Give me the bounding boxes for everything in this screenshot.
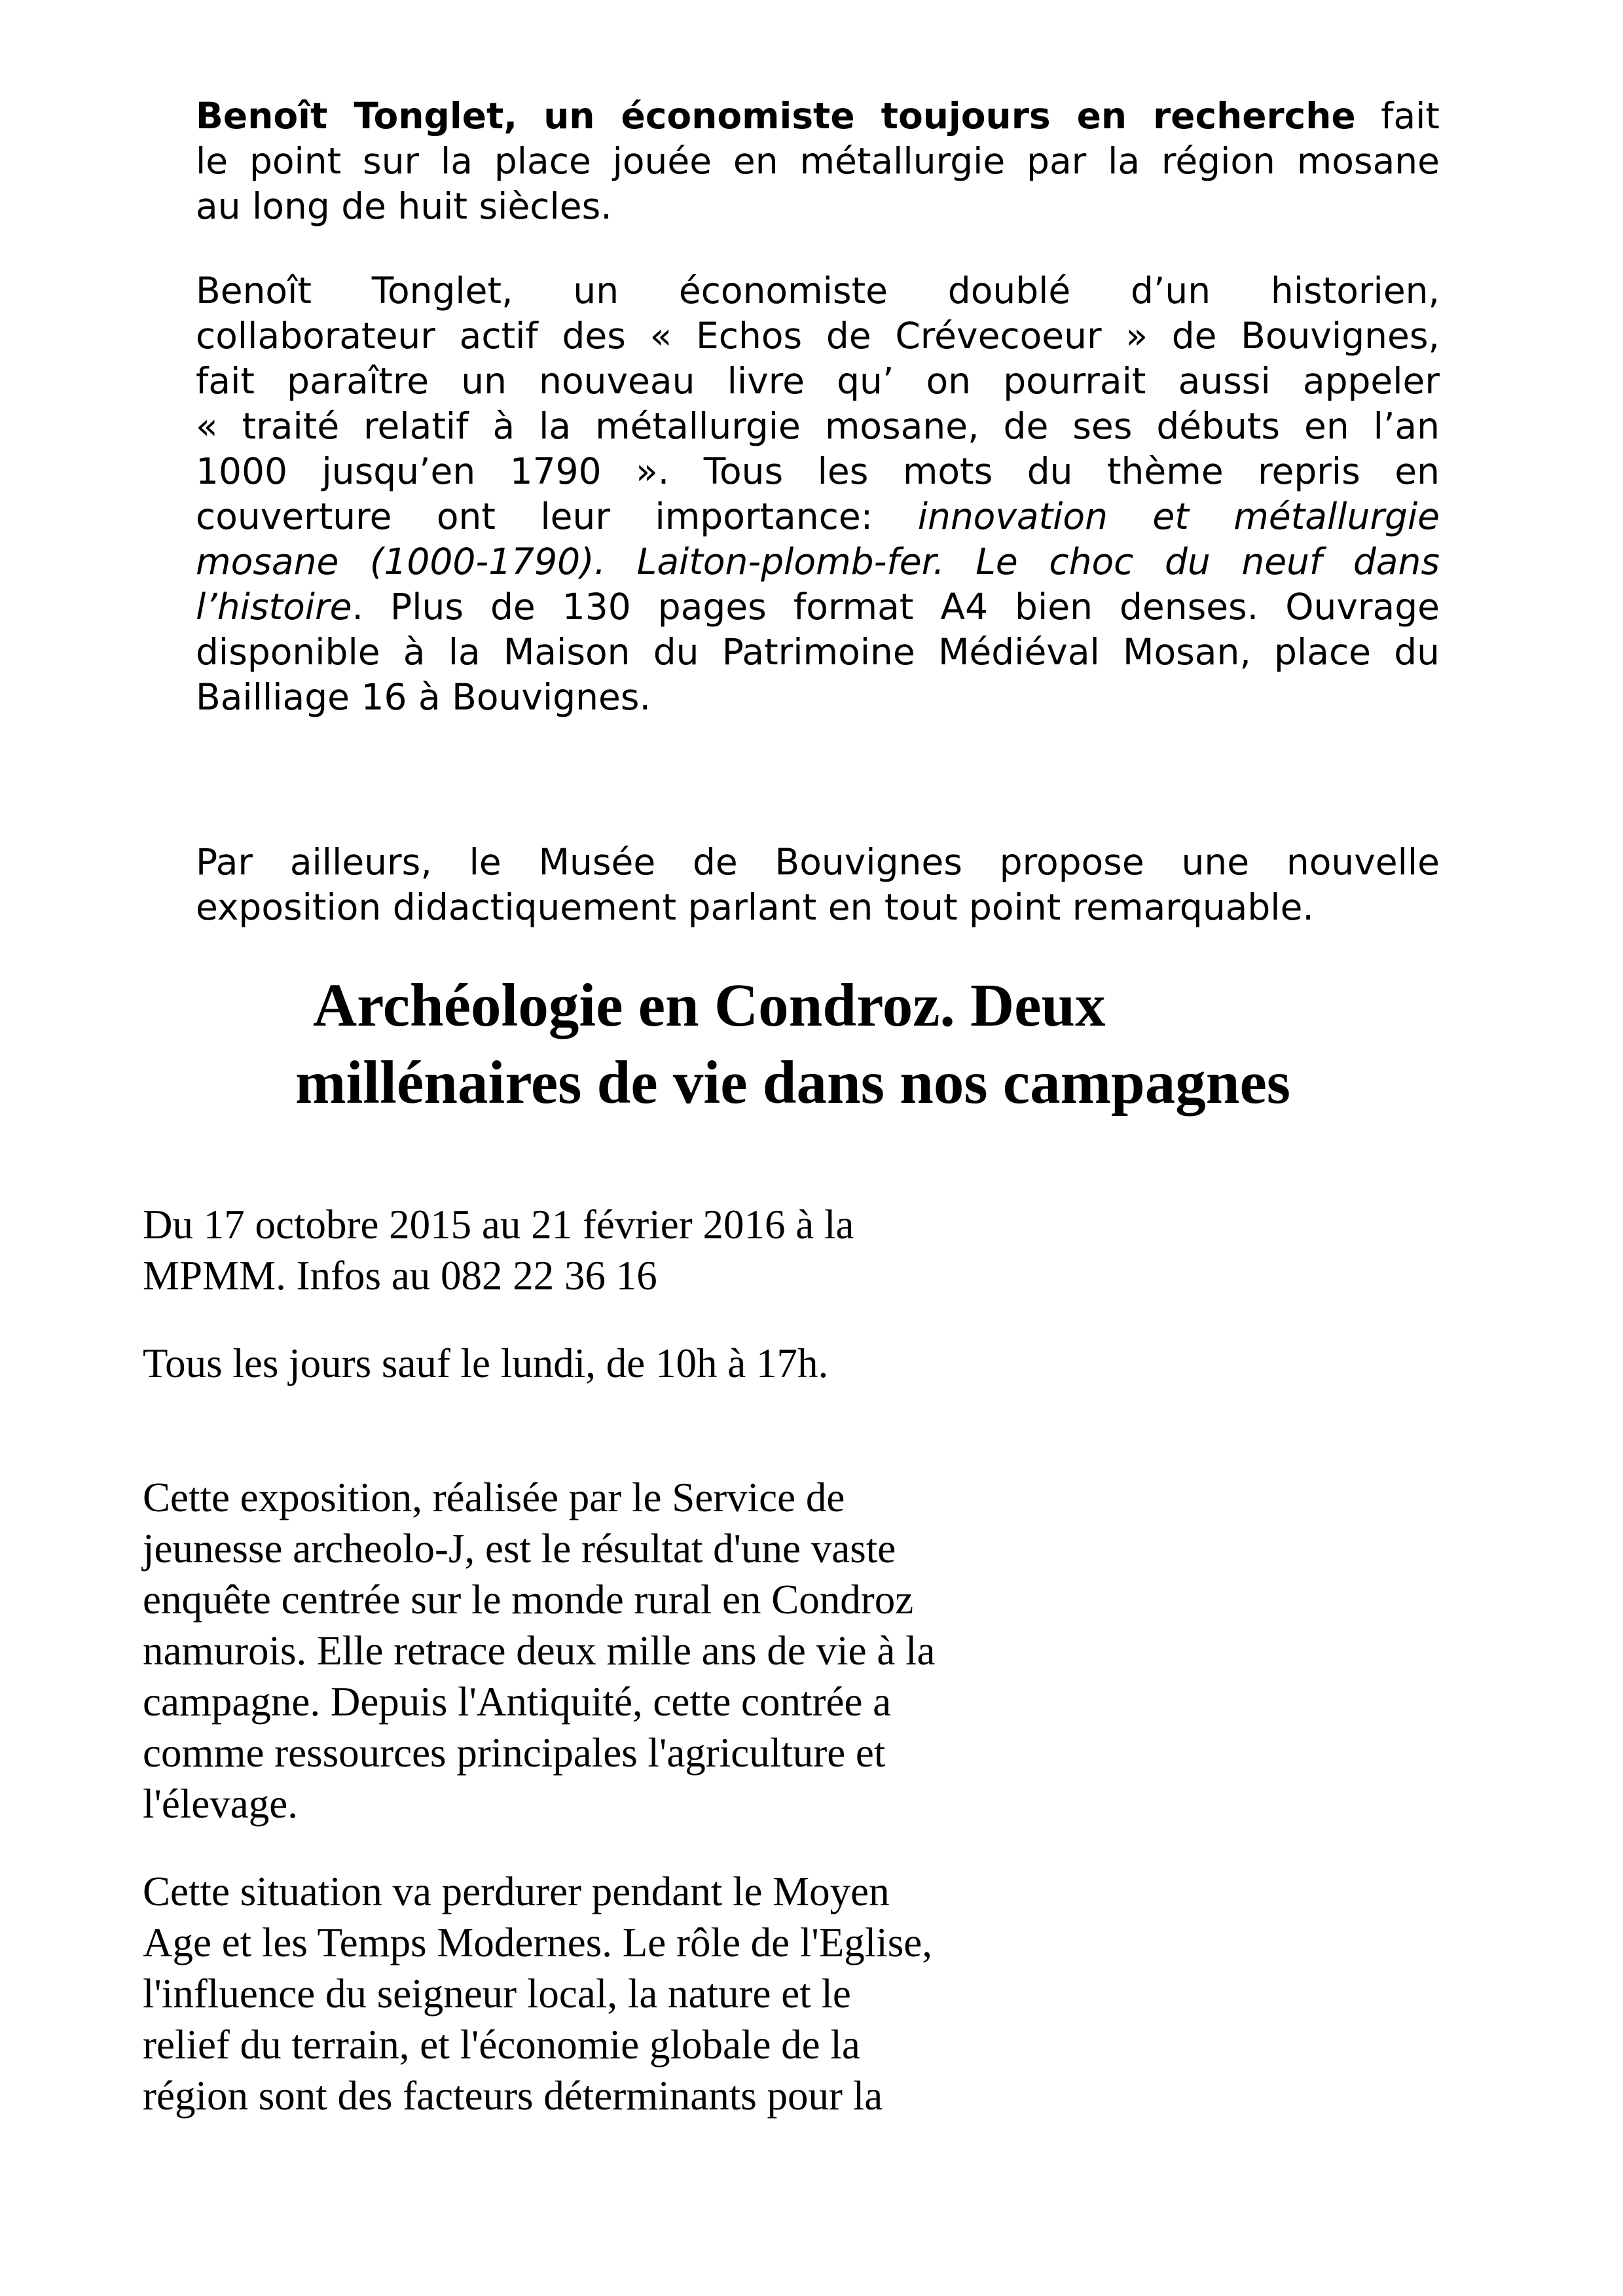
description-1-line: comme ressources principales l'agriculture et xyxy=(143,1730,886,1776)
book-line-8-normal: . Plus de 130 pages format A4 bien denses. Ouvrage xyxy=(352,586,1440,628)
exhibition-title-line-2: millénaires de vie dans nos campagnes xyxy=(295,1049,1290,1117)
intro-line-2: le point sur la place jouée en métallurgie par la région mosane xyxy=(196,140,1440,182)
book-line-6-normal: couverture ont leur importance: xyxy=(196,495,873,537)
description-2-line: relief du terrain, et l'économie globale de la xyxy=(143,2022,860,2068)
book-line-10: Bailliage 16 à Bouvignes. xyxy=(196,676,651,718)
exhibition-hours-line: Tous les jours sauf le lundi, de 10h à 17h. xyxy=(143,1340,829,1386)
book-line-3: fait paraître un nouveau livre qu’ on pourrait aussi appeler xyxy=(196,360,1440,402)
description-2-line: région sont des facteurs déterminants pour la xyxy=(143,2073,883,2119)
book-cover-title-part-3: l’histoire xyxy=(196,586,352,628)
intro-line-3: au long de huit siècles. xyxy=(196,185,612,227)
museum-line-1: Par ailleurs, le Musée de Bouvignes propose une nouvelle xyxy=(196,841,1440,883)
book-line-1: Benoît Tonglet, un économiste doublé d’un historien, xyxy=(196,270,1440,312)
intro-paragraph xyxy=(196,94,1440,229)
exhibition-dates-line-1: Du 17 octobre 2015 au 21 février 2016 à la xyxy=(143,1202,854,1247)
description-2-line: Age et les Temps Modernes. Le rôle de l'Eglise, xyxy=(143,1920,932,1965)
exhibition-title-line-1: Archéologie en Condroz. Deux xyxy=(313,972,1106,1039)
museum-paragraph xyxy=(196,840,1440,930)
description-1-line: Cette exposition, réalisée par le Service de xyxy=(143,1475,845,1520)
exhibition-dates-line-2: MPMM. Infos au 082 22 36 16 xyxy=(143,1253,657,1299)
book-line-2: collaborateur actif des « Echos de Crévecoeur » de Bouvignes, xyxy=(196,315,1440,357)
book-paragraph xyxy=(196,268,1440,720)
description-1-line: l'élevage. xyxy=(143,1781,298,1827)
book-line-8 xyxy=(196,584,1440,630)
intro-lead-bold: Benoît Tonglet, un économiste toujours en recherche xyxy=(196,95,1356,137)
exhibition-description-2 xyxy=(143,1866,1190,2121)
book-line-5: 1000 jusqu’en 1790 ». Tous les mots du thème repris en xyxy=(196,450,1440,492)
description-1-line: campagne. Depuis l'Antiquité, cette contrée a xyxy=(143,1679,892,1725)
exhibition-dates xyxy=(143,1199,1190,1301)
intro-lead-rest: fait xyxy=(1381,95,1440,137)
museum-line-2: exposition didactiquement parlant en tout point remarquable. xyxy=(196,886,1314,928)
description-1-line: namurois. Elle retrace deux mille ans de vie à la xyxy=(143,1628,936,1674)
book-cover-title-part-1: innovation et métallurgie xyxy=(917,495,1440,537)
book-cover-title-part-2: mosane (1000-1790). Laiton-plomb-fer. Le choc du neuf dans xyxy=(196,541,1440,583)
exhibition-description-1 xyxy=(143,1472,1190,1829)
description-1-line: jeunesse archeolo-J, est le résultat d'une vaste xyxy=(143,1526,896,1571)
description-2-line: Cette situation va perdurer pendant le Moyen xyxy=(143,1869,890,1914)
description-2-line: l'influence du seigneur local, la nature et le xyxy=(143,1971,851,2017)
book-line-6 xyxy=(196,494,1440,539)
exhibition-hours xyxy=(143,1338,1190,1389)
intro-line-1 xyxy=(196,94,1440,139)
book-line-4: « traité relatif à la métallurgie mosane, de ses débuts en l’an xyxy=(196,405,1440,447)
description-1-line: enquête centrée sur le monde rural en Condroz xyxy=(143,1577,914,1623)
book-line-9: disponible à la Maison du Patrimoine Médiéval Mosan, place du xyxy=(196,631,1440,673)
